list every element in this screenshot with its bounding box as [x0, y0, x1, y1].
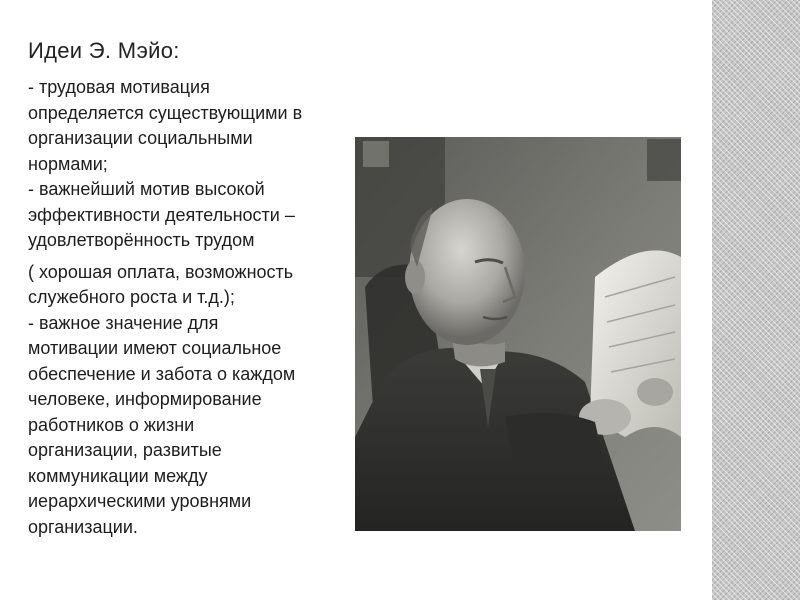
portrait-photo [355, 137, 681, 531]
text-line: нормами; [28, 153, 108, 174]
text-line: эффективности деятельности – [28, 204, 295, 225]
decorative-side-stripe [712, 0, 800, 600]
paragraph-1 [28, 75, 358, 254]
text-line: удовлетворённость трудом [28, 230, 255, 250]
text-line: человеке, информирование [28, 389, 262, 409]
text-line: работников о жизни [28, 414, 195, 435]
text-line: организации социальными [28, 128, 253, 148]
text-line: организации, развитые [28, 440, 222, 460]
text-line: служебного роста и т.д.); [28, 287, 235, 307]
slide-title: Идеи Э. Мэйо: [28, 38, 180, 63]
text-line: мотивации имеют социальное [28, 338, 282, 358]
text-line: обеспечение и забота о каждом [28, 363, 296, 384]
slide-body-text [28, 75, 358, 540]
text-line: коммуникации между [28, 465, 208, 486]
text-line: организации. [28, 516, 138, 537]
portrait-illustration [355, 137, 681, 531]
text-line: - важнейший мотив высокой [28, 179, 265, 199]
text-line: - важное значение для [28, 312, 219, 333]
text-line: определяется существующими в [28, 102, 303, 123]
text-line: иерархическими уровнями [28, 491, 252, 511]
paragraph-2 [28, 260, 358, 541]
text-line: - трудовая мотивация [28, 77, 210, 97]
text-line: ( хорошая оплата, возможность [28, 261, 294, 282]
